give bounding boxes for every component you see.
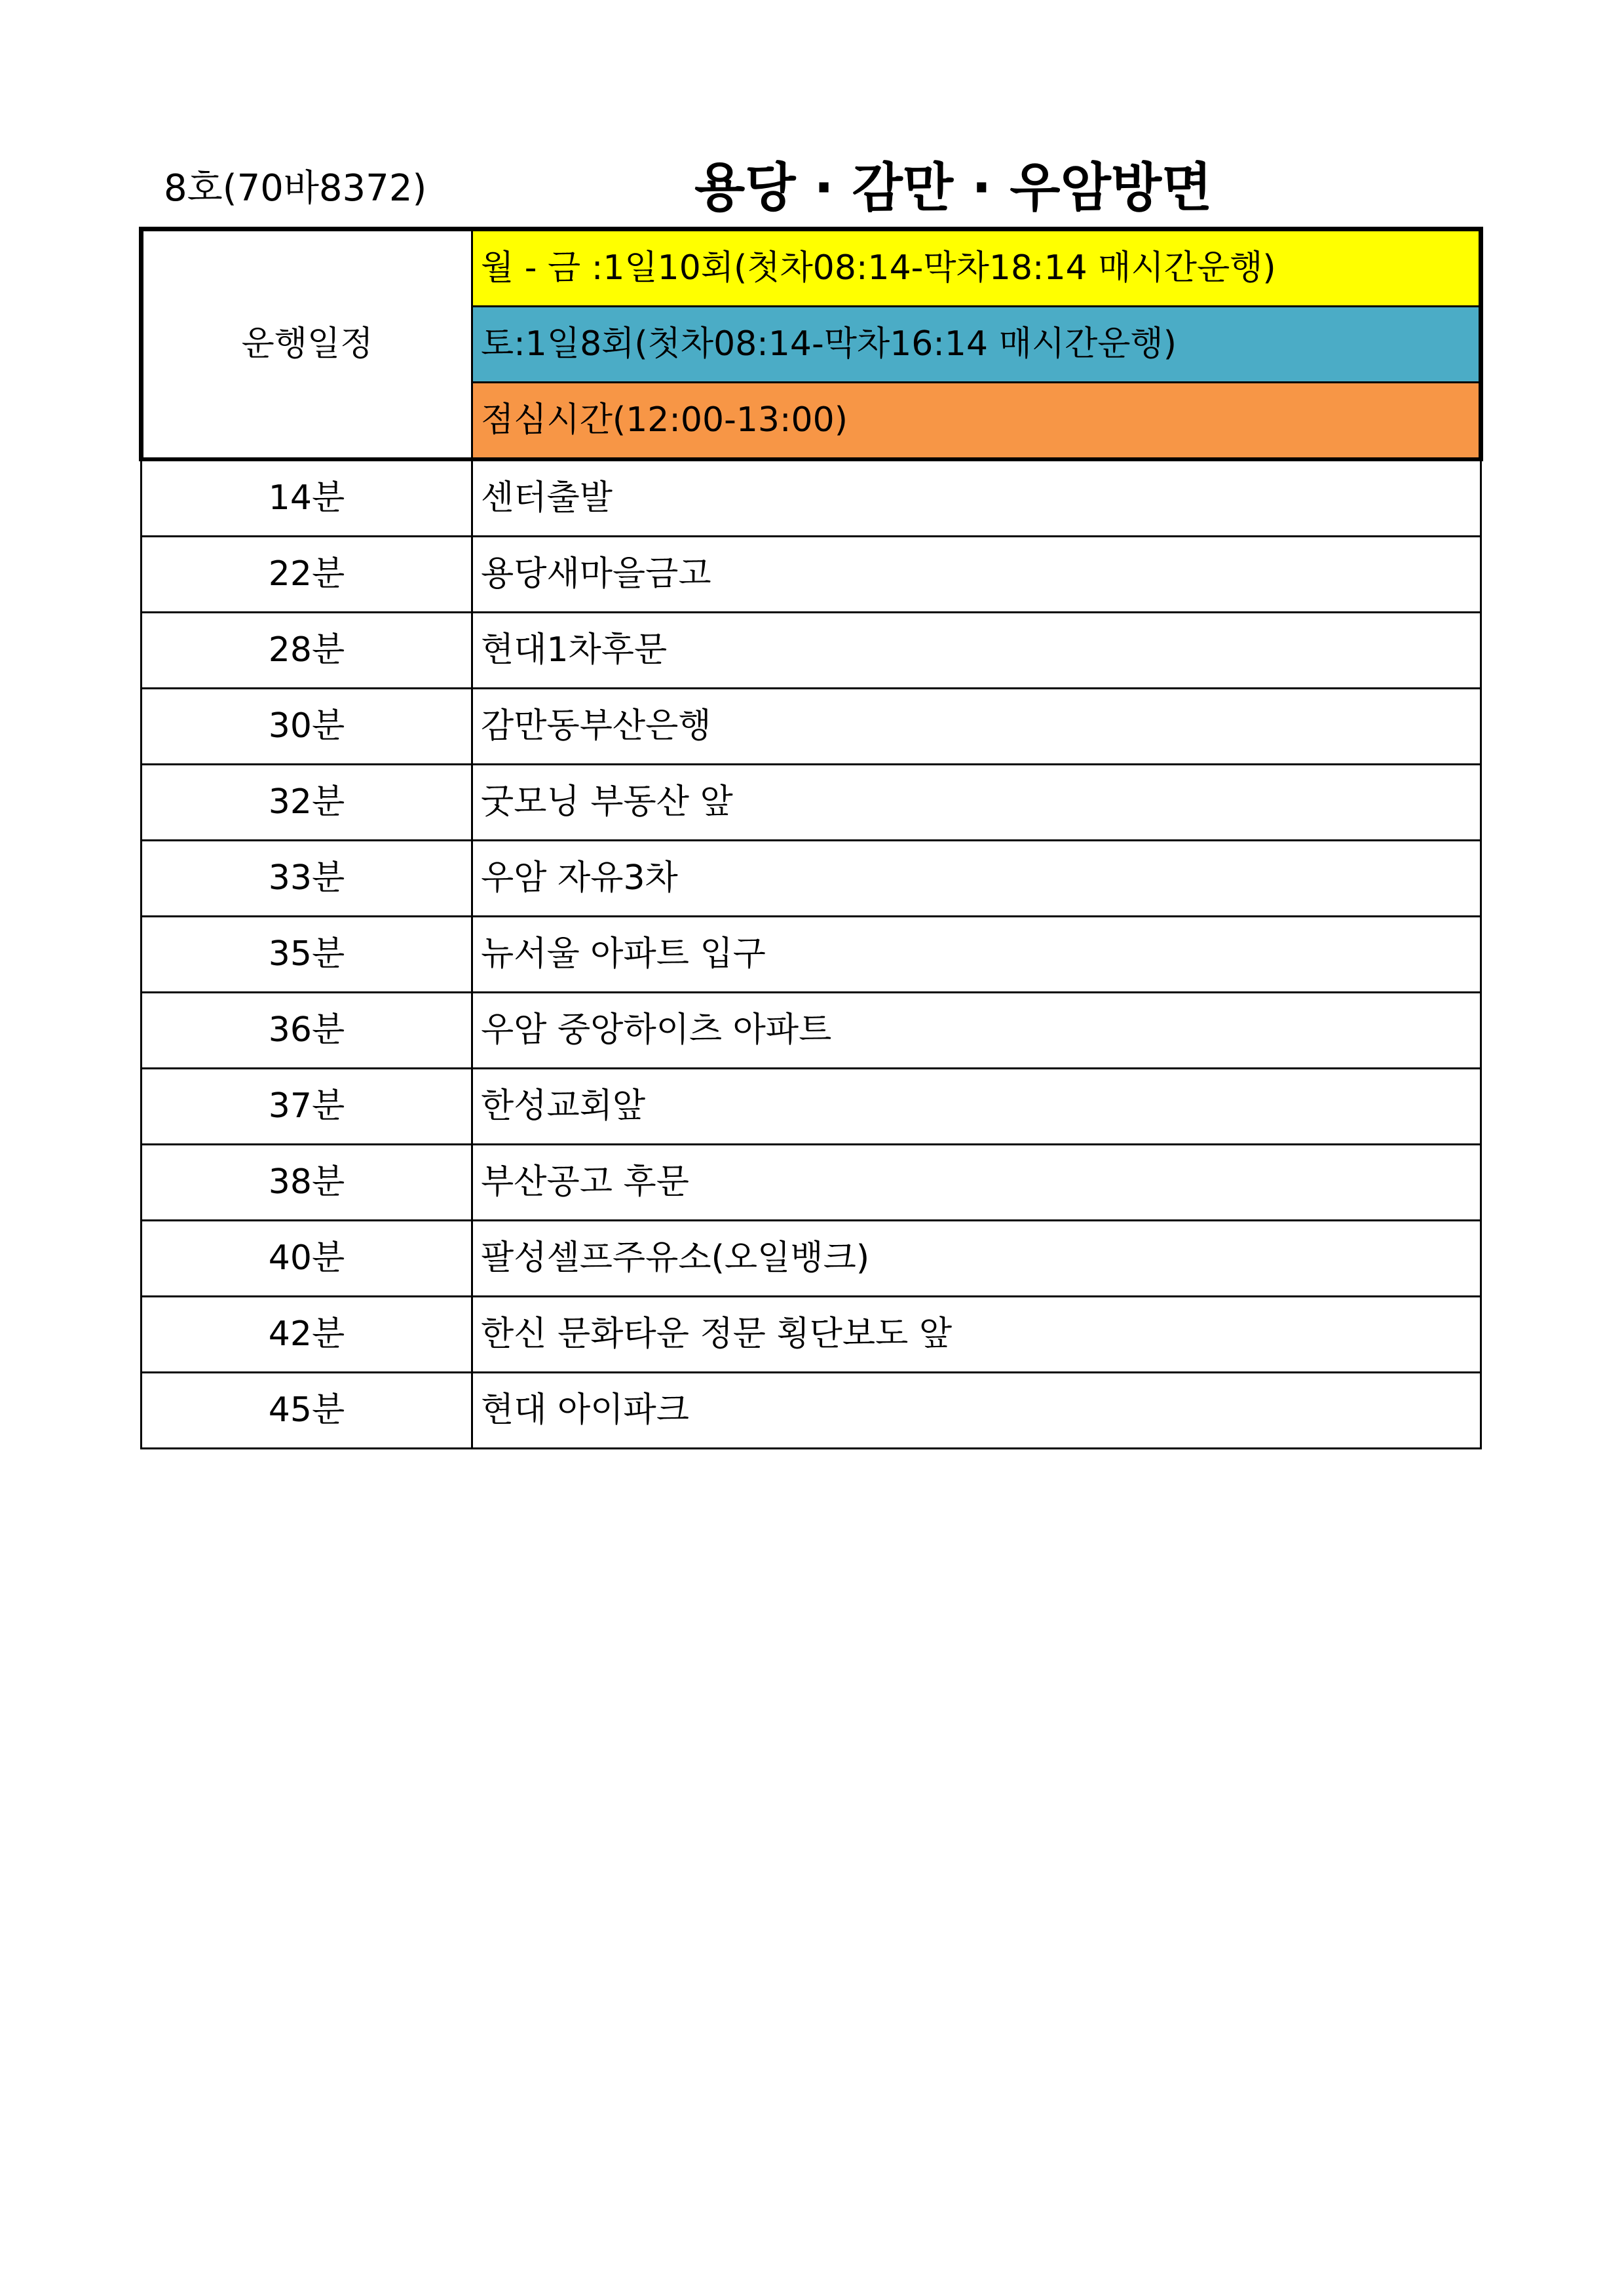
stop-name: 뉴서울 아파트 입구 — [472, 917, 1481, 993]
stop-row — [142, 841, 1481, 917]
saturday-schedule: 토:1일8회(첫차08:14-막차16:14 매시간운행) — [472, 307, 1481, 383]
stop-row — [142, 537, 1481, 613]
stop-name: 현대 아이파크 — [472, 1373, 1481, 1449]
stop-time: 30분 — [142, 689, 472, 765]
stop-time: 35분 — [142, 917, 472, 993]
stop-time: 37분 — [142, 1069, 472, 1145]
route-title: 용당 · 감만 · 우암방면 — [694, 157, 1213, 218]
stop-time: 45분 — [142, 1373, 472, 1449]
stop-time: 14분 — [142, 459, 472, 537]
stop-row — [142, 993, 1481, 1069]
schedule-row-weekday — [142, 229, 1481, 307]
stop-time: 40분 — [142, 1221, 472, 1297]
bus-number: 8호(70바8372) — [164, 167, 427, 210]
stop-time: 42분 — [142, 1297, 472, 1373]
stop-row — [142, 1297, 1481, 1373]
stop-name: 팔성셀프주유소(오일뱅크) — [472, 1221, 1481, 1297]
stop-name: 용당새마을금고 — [472, 537, 1481, 613]
stop-name: 센터출발 — [472, 459, 1481, 537]
stop-row — [142, 1145, 1481, 1221]
stop-name: 현대1차후문 — [472, 613, 1481, 689]
stop-row — [142, 917, 1481, 993]
schedule-table — [139, 227, 1483, 1449]
stop-time: 38분 — [142, 1145, 472, 1221]
stop-name: 굿모닝 부동산 앞 — [472, 765, 1481, 841]
stop-time: 28분 — [142, 613, 472, 689]
stop-time: 36분 — [142, 993, 472, 1069]
lunch-time: 점심시간(12:00-13:00) — [472, 383, 1481, 460]
stop-name: 부산공고 후문 — [472, 1145, 1481, 1221]
stop-time: 32분 — [142, 765, 472, 841]
schedule-label: 운행일정 — [142, 229, 472, 460]
stop-row — [142, 1373, 1481, 1449]
stop-name: 한성교회앞 — [472, 1069, 1481, 1145]
stop-row — [142, 613, 1481, 689]
stop-row — [142, 1221, 1481, 1297]
stop-time: 22분 — [142, 537, 472, 613]
stop-name: 우암 중앙하이츠 아파트 — [472, 993, 1481, 1069]
stop-row — [142, 459, 1481, 537]
stop-name: 한신 문화타운 정문 횡단보도 앞 — [472, 1297, 1481, 1373]
stop-row — [142, 689, 1481, 765]
stop-name: 우암 자유3차 — [472, 841, 1481, 917]
stop-name: 감만동부산은행 — [472, 689, 1481, 765]
stop-row — [142, 765, 1481, 841]
schedule-table-body — [142, 229, 1481, 1449]
weekday-schedule: 월 - 금 :1일10회(첫차08:14-막차18:14 매시간운행) — [472, 229, 1481, 307]
stop-row — [142, 1069, 1481, 1145]
stop-time: 33분 — [142, 841, 472, 917]
